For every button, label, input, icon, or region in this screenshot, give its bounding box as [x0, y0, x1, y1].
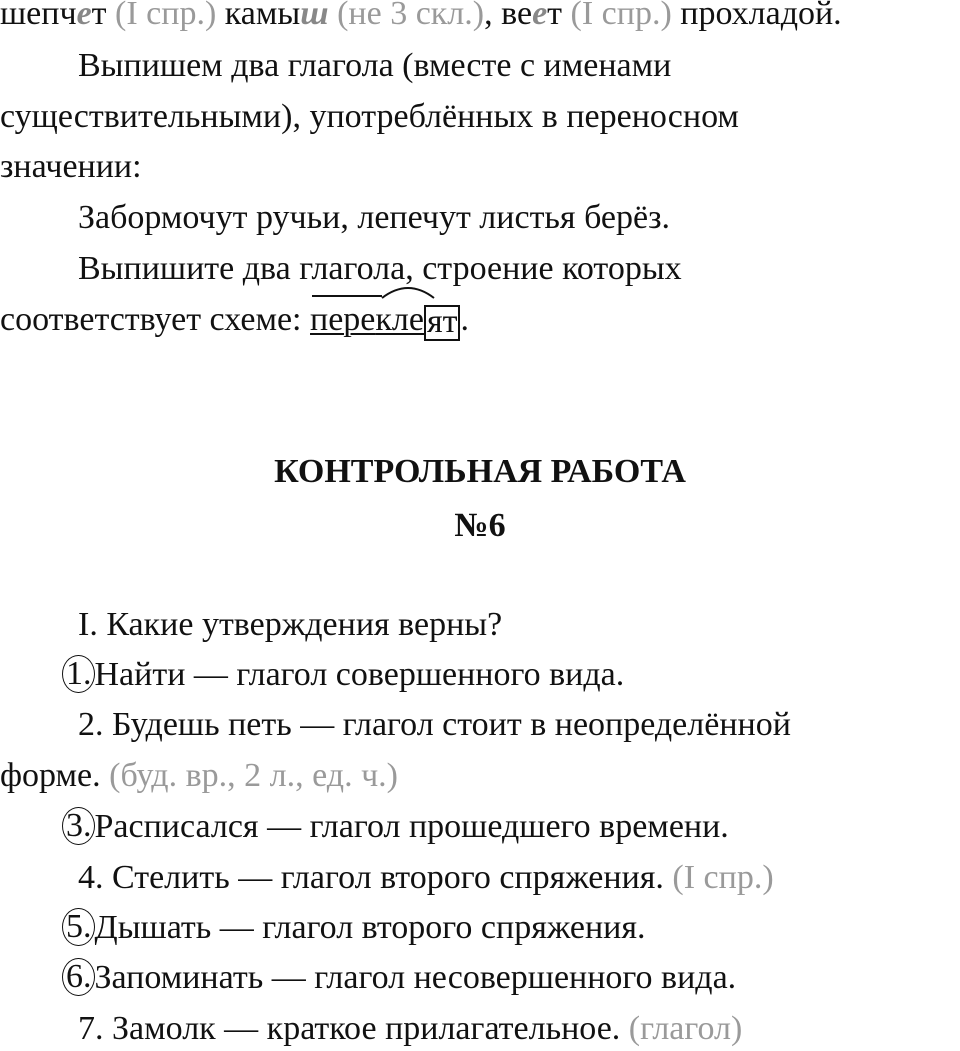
- grammar-note: (I спр.): [672, 859, 774, 896]
- item-text: Дышать — глагол второго спряжения.: [94, 909, 646, 946]
- text-fragment: прохладой.: [680, 0, 842, 32]
- prefix: пере: [310, 301, 376, 338]
- grammar-note: (буд. вр., 2 л., ед. ч.): [109, 757, 398, 794]
- paragraph-line: Выпишите два глагола, строение которых: [78, 250, 682, 287]
- grammar-note: (глагол): [628, 1010, 743, 1047]
- text-fragment: соответствует схеме:: [0, 301, 311, 338]
- quiz-item: [62, 908, 646, 948]
- text-line: [0, 0, 842, 34]
- quiz-item: [62, 958, 736, 998]
- test-number: №6: [454, 507, 506, 544]
- paragraph-line: Забормочут ручьи, лепечут листья берёз.: [78, 199, 671, 236]
- quiz-item: [0, 756, 398, 796]
- grammar-note: (не 3 скл.): [337, 0, 485, 32]
- answer-circle: 5.: [62, 908, 95, 946]
- word-veet: , веет: [484, 0, 563, 32]
- scheme-line: соответствует схеме: переклеят.: [0, 300, 469, 341]
- grammar-note: (I спр.): [570, 0, 672, 32]
- item-text: Будешь петь — глагол стоит в неопределённой: [112, 706, 791, 743]
- quiz-item: [62, 655, 624, 695]
- answer-circle: 1.: [62, 655, 95, 693]
- quiz-item: [78, 705, 791, 745]
- paragraph-line: значении:: [0, 148, 142, 185]
- item-number: 4.: [78, 859, 104, 896]
- item-text: форме.: [0, 757, 101, 794]
- root: кле: [375, 301, 424, 338]
- question: I. Какие утверждения верны?: [78, 606, 503, 643]
- morpheme-marks: [310, 286, 440, 306]
- word-kamysh: камыш: [224, 0, 329, 32]
- paragraph-line: существительными), употреблённых в переносном: [0, 98, 739, 135]
- paragraph-line: Выпишем два глагола (вместе с именами: [78, 47, 672, 84]
- quiz-item: [62, 807, 729, 847]
- answer-circle: 3.: [62, 807, 95, 845]
- item-text: Найти — глагол совершенного вида.: [94, 656, 625, 693]
- item-number: 2.: [78, 706, 104, 743]
- word-scheme: [310, 300, 460, 341]
- quiz-item: [78, 858, 774, 898]
- ending-box: ят: [424, 305, 461, 341]
- page-title: КОНТРОЛЬНАЯ РАБОТА: [274, 453, 686, 490]
- quiz-item: [78, 1009, 742, 1049]
- item-number: 7.: [78, 1010, 104, 1047]
- item-text: Замолк — краткое прилагательное.: [112, 1010, 621, 1047]
- item-text: Стелить — глагол второго спряжения.: [112, 859, 664, 896]
- item-text: Запоминать — глагол несовершенного вида.: [94, 959, 737, 996]
- grammar-note: (I спр.): [115, 0, 217, 32]
- answer-circle: 6.: [62, 958, 95, 996]
- word-shepchet: шепчет: [0, 0, 107, 32]
- item-text: Расписался — глагол прошедшего времени.: [94, 808, 729, 845]
